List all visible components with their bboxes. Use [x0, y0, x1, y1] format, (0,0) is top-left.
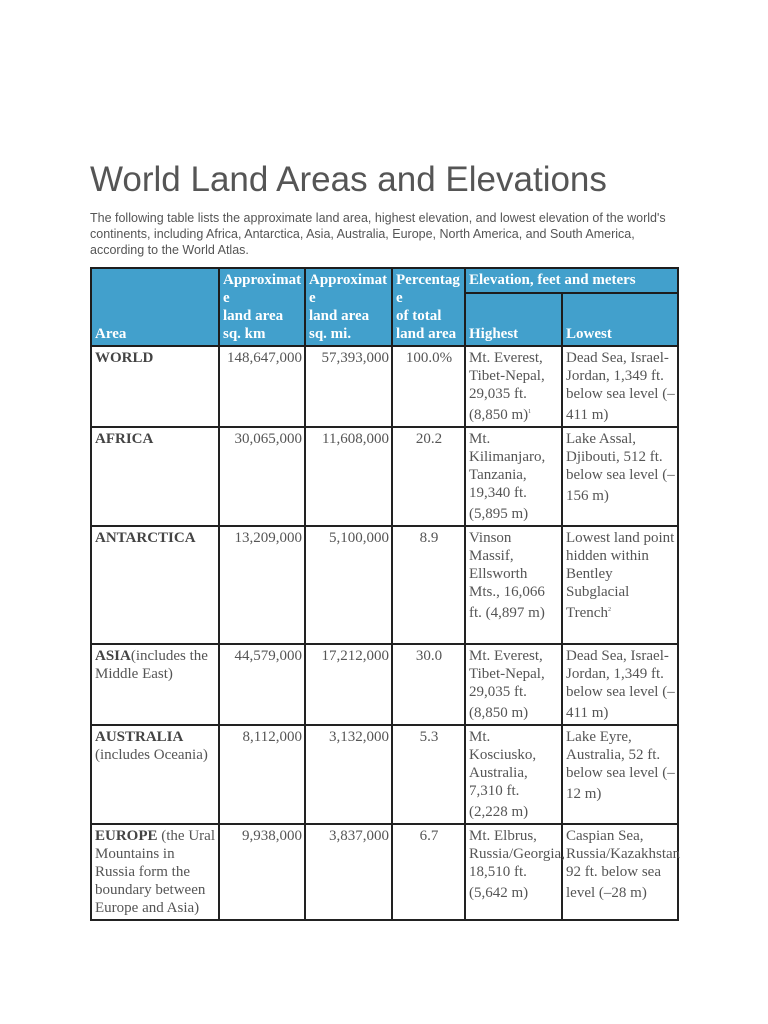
header-km: Approximat e land area sq. km — [219, 268, 305, 346]
table-row — [91, 725, 678, 824]
pct-cell: 5.3 — [392, 725, 465, 824]
mi-cell: 11,608,000 — [305, 427, 392, 526]
footnote-marker: 2 — [607, 607, 611, 613]
pct-cell: 6.7 — [392, 824, 465, 920]
km-cell: 148,647,000 — [219, 346, 305, 427]
table-row — [91, 526, 678, 644]
km-cell: 9,938,000 — [219, 824, 305, 920]
pct-cell: 8.9 — [392, 526, 465, 644]
area-cell: AUSTRALIA (includes Oceania) — [91, 725, 219, 824]
pct-cell: 20.2 — [392, 427, 465, 526]
lowest-cell: Lake Eyre, Australia, 52 ft. below sea level (–12 m) — [562, 725, 678, 824]
land-areas-table — [90, 267, 679, 921]
pct-cell: 30.0 — [392, 644, 465, 725]
lowest-cell: Lake Assal, Djibouti, 512 ft. below sea level (–156 m) — [562, 427, 678, 526]
lowest-cell: Dead Sea, Israel-Jordan, 1,349 ft. below sea level (–411 m) — [562, 346, 678, 427]
lowest-cell: Caspian Sea, Russia/Kazakhstan 92 ft. below sea level (–28 m) — [562, 824, 678, 920]
highest-cell: Mt. Everest, Tibet-Nepal, 29,035 ft. (8,850 m) — [465, 644, 562, 725]
header-highest: Highest — [465, 293, 562, 346]
table-row — [91, 644, 678, 725]
area-cell: ASIA(includes the Middle East) — [91, 644, 219, 725]
mi-cell: 57,393,000 — [305, 346, 392, 427]
header-elevation: Elevation, feet and meters — [465, 268, 678, 293]
area-cell: AFRICA — [91, 427, 219, 526]
area-cell: WORLD — [91, 346, 219, 427]
km-cell: 30,065,000 — [219, 427, 305, 526]
intro-paragraph: The following table lists the approximate land area, highest elevation, and lowest elevation of the world's continents, including Africa, Antarctica, Asia, Australia, Europe, North America, and South America, according to the World Atlas. — [90, 211, 666, 257]
area-cell: ANTARCTICA — [91, 526, 219, 644]
table-row — [91, 346, 678, 427]
header-area: Area — [91, 268, 219, 346]
footnote-marker: 1 — [528, 409, 532, 415]
highest-cell: Mt. Kosciusko, Australia, 7,310 ft. (2,228 m) — [465, 725, 562, 824]
header-pct: Percentag e of total land area — [392, 268, 465, 346]
mi-cell: 3,132,000 — [305, 725, 392, 824]
km-cell: 8,112,000 — [219, 725, 305, 824]
header-lowest: Lowest — [562, 293, 678, 346]
lowest-cell: Dead Sea, Israel-Jordan, 1,349 ft. below sea level (–411 m) — [562, 644, 678, 725]
mi-cell: 17,212,000 — [305, 644, 392, 725]
table-row — [91, 427, 678, 526]
mi-cell: 3,837,000 — [305, 824, 392, 920]
mi-cell: 5,100,000 — [305, 526, 392, 644]
km-cell: 13,209,000 — [219, 526, 305, 644]
highest-cell: Mt. Kilimanjaro, Tanzania, 19,340 ft. (5,895 m) — [465, 427, 562, 526]
lowest-cell: Lowest land point hidden within Bentley Subglacial Trench$^2$ — [562, 526, 678, 644]
area-cell: EUROPE (the Ural Mountains in Russia form the boundary between Europe and Asia) — [91, 824, 219, 920]
highest-cell: Mt. Elbrus, Russia/Georgia, 18,510 ft. (5,642 m) — [465, 824, 562, 920]
highest-cell: Mt. Everest, Tibet-Nepal, 29,035 ft. (8,850 m)$^1$ — [465, 346, 562, 427]
km-cell: 44,579,000 — [219, 644, 305, 725]
header-mi: Approximat e land area sq. mi. — [305, 268, 392, 346]
table-row — [91, 824, 678, 920]
pct-cell: 100.0% — [392, 346, 465, 427]
page-title: World Land Areas and Elevations — [90, 160, 607, 199]
highest-cell: Vinson Massif, Ellsworth Mts., 16,066 ft. (4,897 m) — [465, 526, 562, 644]
